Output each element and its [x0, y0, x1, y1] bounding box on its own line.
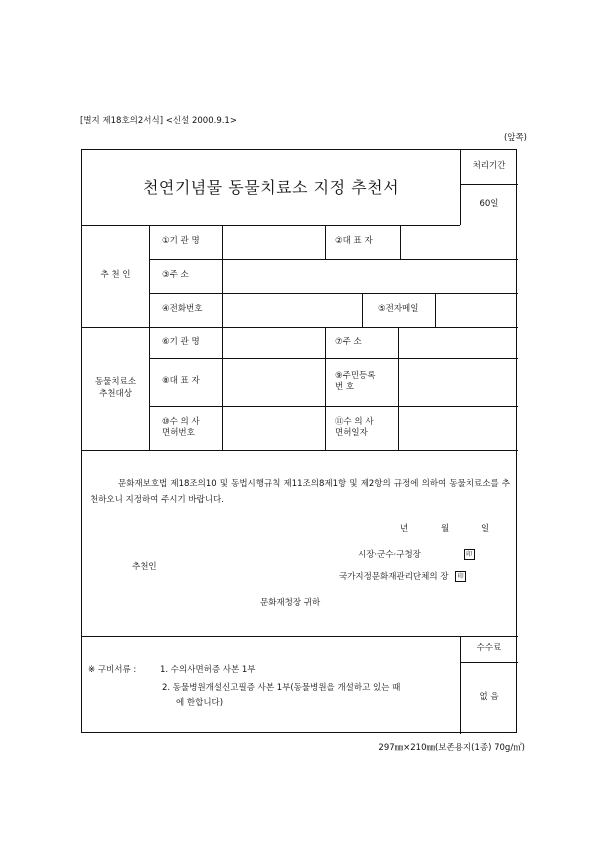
target-representative-field[interactable] — [223, 359, 325, 406]
fee-label: 수수료 — [476, 643, 502, 654]
target-representative-label: ⑧대 표 자 — [162, 376, 200, 387]
target-section-label: 동물치료소 추천대상 — [94, 377, 137, 399]
target-vet-license-number-label: ⑩수 의 사 면허번호 — [162, 416, 200, 438]
divider — [82, 450, 518, 451]
statement-text: 문화재보호법 제18조의10 및 동법시행규칙 제11조의8제1항 및 제2항의 규정에 의하여 동물치료소를 추천하오니 지정하여 주시기 바랍니다. — [90, 479, 510, 506]
documents-heading: ※ 구비서류 : — [88, 665, 137, 675]
documents-item-2: 2. 동물병원개설신고필증 사본 1부(동물병원을 개설하고 있는 때 — [162, 683, 401, 693]
signer-line-heritage-group — [339, 570, 466, 582]
target-address-field[interactable] — [399, 328, 518, 358]
recommender-address-field[interactable] — [223, 260, 518, 293]
signer-mayor-title: 시장·군수·구청장 — [358, 550, 421, 560]
page-side-label: (앞쪽) — [503, 133, 527, 143]
date-day: 일 — [481, 524, 490, 534]
recommender-phone-label: ④전화번호 — [162, 304, 203, 315]
recommender-section-label: 추 천 인 — [100, 270, 131, 281]
recommender-email-field[interactable] — [436, 294, 518, 327]
date-month: 월 — [441, 524, 450, 534]
date-year: 년 — [400, 524, 409, 534]
seal-mark: 印 — [455, 571, 466, 582]
recommender-address-label: ③주 소 — [162, 270, 189, 281]
recommender-representative-label: ②대 표 자 — [335, 236, 373, 247]
target-agency-name-field[interactable] — [223, 328, 325, 358]
divider — [362, 293, 363, 327]
recommender-representative-field[interactable] — [401, 226, 518, 259]
processing-period-label: 처리기간 — [472, 161, 506, 172]
divider — [325, 225, 326, 259]
target-vet-license-date-label: ⑪수 의 사 면허일자 — [335, 416, 374, 438]
recommender-email-label: ⑤전자메일 — [378, 304, 419, 315]
target-address-label: ⑦주 소 — [335, 336, 362, 347]
target-vet-license-date-field[interactable] — [399, 407, 518, 450]
recommender-phone-field[interactable] — [223, 294, 362, 327]
seal-mark: 印 — [464, 549, 475, 560]
recommender-agency-name-field[interactable] — [223, 226, 325, 259]
target-resident-number-field[interactable] — [399, 359, 518, 406]
divider — [82, 636, 518, 637]
recommender-signature-label: 추천인 — [132, 562, 157, 572]
fee-value: 없 음 — [479, 692, 499, 703]
addressee: 문화재청장 귀하 — [260, 598, 321, 608]
target-resident-number-label: ⑨주민등록 번 호 — [335, 370, 376, 392]
divider — [325, 327, 326, 450]
documents-item-2-continued: 에 한합니다) — [176, 698, 224, 708]
recommender-agency-name-label: ①기 관 명 — [162, 236, 200, 247]
signer-line-mayor — [358, 548, 475, 560]
documents-item-1: 1. 수의사면허증 사본 1부 — [160, 665, 256, 675]
signer-heritage-group-title: 국가지정문화재관리단체의 장 — [339, 572, 449, 582]
recommendation-form — [81, 149, 517, 733]
divider — [149, 225, 150, 450]
form-title: 천연기념물 동물치료소 지정 추천서 — [142, 177, 400, 197]
target-vet-license-number-field[interactable] — [223, 407, 325, 450]
paper-spec-footer: 297㎜×210㎜(보존용지(1종) 70g/㎡) — [378, 743, 525, 753]
form-reference: [별지 제18호의2서식] <신설 2000.9.1> — [80, 116, 237, 126]
target-agency-name-label: ⑥기 관 명 — [162, 336, 200, 347]
processing-period-value: 60일 — [479, 198, 499, 209]
